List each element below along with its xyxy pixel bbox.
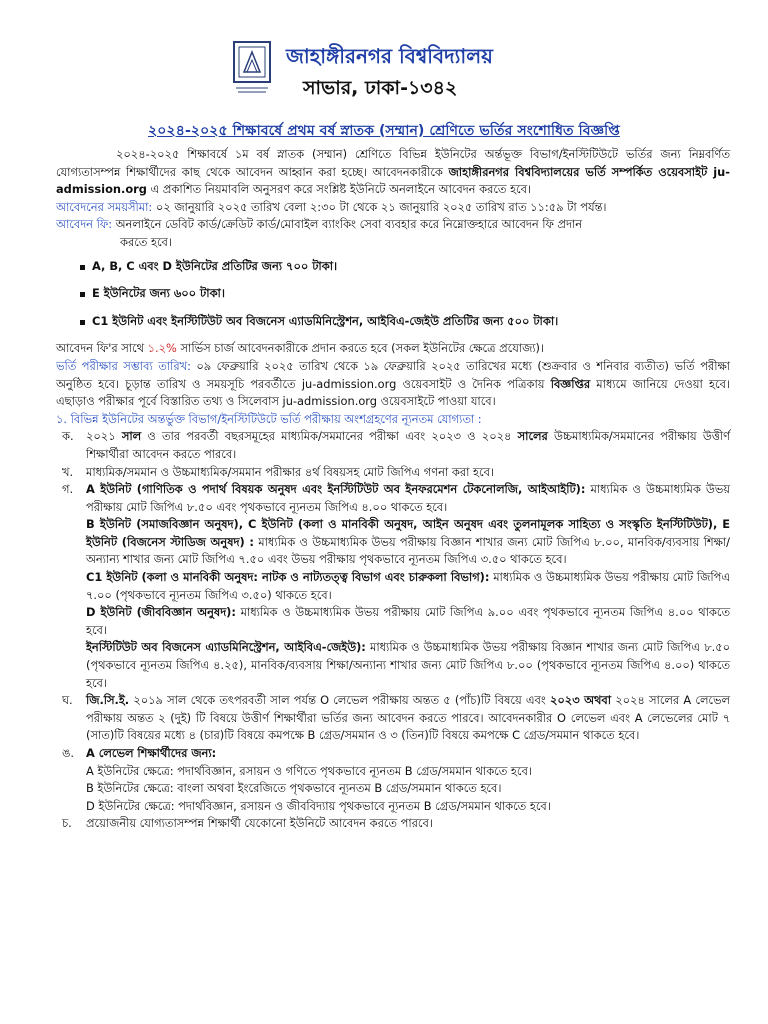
- intro-website-bold: জাহাঙ্গীরনগর বিশ্ববিদ্যালয়ের ভর্তি সম্পর্কিত ওয়েবসাইট ju-admission.org: [56, 164, 731, 197]
- eligibility-item-kha: [56, 464, 730, 482]
- ga-c1-unit: [86, 569, 730, 604]
- umo-line: A ইউনিটের ক্ষেত্রে: পদার্থবিজ্ঞান, রসায়ন ও গণিতে পৃথকভাবে ন্যূনতম B গ্রেড/সমমান থাকতে হবে।: [86, 763, 532, 778]
- ga-c1-text: মাধ্যমিক ও উচ্চমাধ্যমিক উভয় পরীক্ষায় মোট জিপিএ ৭.০০ (পৃথকভাবে ন্যূনতম জিপিএ ৩.৫০) থাকতে হবে।: [86, 570, 730, 602]
- fee-block: [56, 216, 730, 330]
- fee-item: E ইউনিটের জন্য ৬০০ টাকা।: [56, 285, 730, 303]
- deadline-value: ০২ জানুয়ারি ২০২৫ তারিখ বেলা ২:৩০ টা থেকে ২১ জানুয়ারি ২০২৫ তারিখ রাত ১১:৫৯ টা পর্যন্ত।: [152, 199, 607, 214]
- gha-text-1: ২০১৯ সাল থেকে তৎপরবর্তী সাল পর্যন্ত O লেভেল পরীক্ষায় অন্তত ৫ (পাঁচ)টি বিষয়ে এবং: [129, 693, 550, 708]
- gha-bold-2: ২০২৩ অথবা: [549, 693, 612, 708]
- umo-line: B ইউনিটের ক্ষেত্রে: বাংলা অথবা ইংরেজিতে পৃথকভাবে ন্যূনতম B গ্রেড/সমমান থাকতে হবে।: [86, 781, 502, 796]
- item-marker: ঘ.: [62, 693, 73, 708]
- letterhead: [0, 36, 768, 112]
- ka-text-1: ২০২১: [86, 429, 122, 444]
- ga-e-bold: E ইউনিট (বিজনেস স্টাডিজ অনুষদ) :: [86, 517, 730, 549]
- intro-text-2: এ প্রকাশিত নিয়মাবলি অনুসরণ করে সংশ্লিষ্ট ইউনিটে অনলাইনে আবেদন করতে হবে।: [146, 182, 532, 197]
- exam-date-label: ভর্তি পরীক্ষার সম্ভাব্য তারিখ:: [56, 358, 191, 373]
- ga-bce-units: [86, 516, 730, 569]
- ga-bce-text: মাধ্যমিক ও উচ্চমাধ্যমিক উভয় পরীক্ষায় বিজ্ঞান শাখার জন্য মোট জিপিএ ৮.০০, মানবিক/ব্যবসায় শিক্ষা/অন্যান্য শাখার জন্য মোট জিপিএ ৭.৫০ এবং উভয় পরীক্ষায় পৃথকভাবে ন্যূনতম জিপিএ ৩.৫০ থাকতে হবে।: [86, 534, 730, 567]
- ga-iba-bold: ইনস্টিটিউট অব বিজনেস এ্যাডমিনিস্ট্রেশন, আইবিএ-জেইউ):: [86, 640, 366, 655]
- item-marker: খ.: [62, 464, 74, 479]
- item-marker: চ.: [62, 816, 72, 831]
- ga-a-text: মাধ্যমিক ও উচ্চমাধ্যমিক উভয় পরীক্ষায় মোট জিপিএ ৮.৫০ এবং পৃথকভাবে ন্যূনতম জিপিএ ৪.০০ থাকতে হবে।: [86, 482, 730, 514]
- ga-b-bold: B ইউনিট (সমাজবিজ্ঞান অনুষদ),: [86, 517, 244, 532]
- service-charge-text-1: আবেদন ফি'র সাথে: [56, 341, 148, 356]
- fee-cont: করতে হবে।: [120, 234, 172, 249]
- service-charge-text-2: সার্ভিস চার্জ আবেদনকারীকে প্রদান করতে হবে (সকল ইউনিটের ক্ষেত্রে প্রযোজ্য)।: [176, 341, 545, 356]
- ga-d-bold: D ইউনিট (জীববিজ্ঞান অনুষদ):: [86, 605, 236, 620]
- deadline-label: আবেদনের সময়সীমা:: [56, 199, 153, 214]
- ga-iba-unit: [86, 639, 730, 692]
- ga-a-unit: [86, 481, 730, 516]
- ga-d-text: মাধ্যমিক ও উচ্চমাধ্যমিক উভয় পরীক্ষায় মোট জিপিএ ৯.০০ এবং পৃথকভাবে ন্যূনতম জিপিএ ৪.০০ থাকতে হবে।: [86, 605, 730, 637]
- ga-d-unit: [86, 604, 730, 639]
- item-marker: গ.: [62, 482, 74, 497]
- intro-text-1: ২০২৪-২০২৫ শিক্ষাবর্ষে ১ম বর্ষ স্নাতক (সম্মান) শ্রেণিতে বিভিন্ন ইউনিটের অর্ন্তভূক্ত বিভাগ/ইনস্টিটিউটে ভর্তির জন্য নিম্নবর্ণিত যোগ্যতাসম্পন্ন শিক্ষার্থীদের কাছ থেকে আবেদন আহ্বান করা হচ্ছে। আবেদনকারীকে: [56, 147, 730, 179]
- ka-text-2: ও তার পরবর্তী বছরসমূহের মাধ্যমিক/সমমানের পরীক্ষা এবং ২০২৩ ও ২০২৪: [141, 429, 518, 444]
- university-name: জাহাঙ্গীরনগর বিশ্ববিদ্যালয়: [286, 44, 493, 68]
- item-marker: ক.: [62, 429, 74, 444]
- ka-bold-2: সালের: [517, 429, 548, 444]
- deadline-line: [56, 199, 730, 217]
- university-seal-icon: [228, 40, 276, 96]
- eligibility-heading: ১. বিভিন্ন ইউনিটের অন্তর্ভুক্ত বিভাগ/ইনস্টিটিউটে ভর্তি পরীক্ষায় অংশগ্রহণের ন্যূনতম যোগ্যতা :: [56, 411, 482, 426]
- item-marker: ঙ.: [62, 746, 74, 760]
- ga-a-bold: A ইউনিট (গাণিতিক ও পদার্থ বিষয়ক অনুষদ এবং ইনস্টিটিউট অব ইনফরমেশন টেকনোলজি, আইআইটি):: [86, 482, 586, 497]
- eligibility-item-ga: [56, 481, 730, 692]
- service-charge-percent: ১.২%: [147, 341, 177, 356]
- ka-bold-1: সাল: [121, 429, 142, 444]
- eligibility-item-gha: [56, 692, 730, 745]
- ga-iba-text: মাধ্যমিক ও উচ্চমাধ্যমিক উভয় পরীক্ষায় বিজ্ঞান শাখার জন্য মোট জিপিএ ৮.৫০ (পৃথকভাবে ন্যূনতম জিপিএ ৪.২৫), মানবিক/ব্যবসায় শিক্ষা/অন্যান্য শাখার জন্য মোট জিপিএ ৮.০০ (পৃথকভাবে ন্যূনতম জিপিএ ৪.০০) থাকতে হবে।: [86, 640, 730, 690]
- exam-date-paragraph: [56, 358, 730, 411]
- ga-c-bold: C ইউনিট (কলা ও মানবিকী অনুষদ, আইন অনুষদ এবং তুলনামূলক সাহিত্য ও সংস্কৃতি ইনস্টিটিউট),: [248, 517, 718, 532]
- exam-date-bold: বিজ্ঞপ্তির: [550, 376, 591, 391]
- ga-c1-bold: C1 ইউনিট (কলা ও মানবিকী অনুষদ: নাটক ও নাট্যতত্ত্ব বিভাগ এবং চারুকলা বিভাগ):: [86, 570, 490, 585]
- notice-title: ২০২৪-২০২৫ শিক্ষাবর্ষে প্রথম বর্ষ স্নাতক (সম্মান) শ্রেণিতে ভর্তির সংশোধিত বিজ্ঞপ্তি: [148, 123, 620, 139]
- umo-line: D ইউনিটের ক্ষেত্রে: পদার্থবিজ্ঞান, রসায়ন ও জীববিদ্যায় পৃথকভাবে ন্যূনতম B গ্রেড/সমমান থাকতে হবে।: [86, 798, 551, 813]
- fee-value: অনলাইনে ডেবিট কার্ড/ক্রেডিট কার্ড/মোবাইল ব্যাংকিং সেবা ব্যবহার করে নিম্নোক্তহারে আবেদন ফি প্রদান: [112, 217, 583, 232]
- gha-text-2: ২০২৪ সালের A লেভেল পরীক্ষায় অন্তত ২ (দুই) টি বিষয়ে উত্তীর্ণ শিক্ষার্থীরা ভর্তির জন্য আবেদন করতে পারবে। আবেদনকারীর O লেভেল এবং A লেভেলের মোট ৭ (সাত)টি বিষয়ের মধ্যে ৪ (চার)টি বিষয়ে কমপক্ষে B গ্রেড/সমমান ও ৩ (তিন)টি বিষয়ে কমপক্ষে C গ্রেড/সমমান থাকতে হবে।: [86, 693, 730, 743]
- fee-list: [56, 258, 730, 331]
- kha-text: মাধ্যমিক/সমমান ও উচ্চমাধ্যমিক/সমমান পরীক্ষার ৪র্থ বিষয়সহ মোট জিপিএ গণনা করা হবে।: [86, 464, 495, 479]
- exam-date-text-2: মাধ্যমে জানিয়ে দেওয়া হবে। এছাড়াও পরীক্ষার পূর্বে বিস্তারিত তথ্য ও সিলেবাস ju-admission.org ওয়েবসাইটে পাওয়া যাবে।: [56, 376, 730, 409]
- intro-paragraph: [56, 146, 730, 199]
- eligibility-item-ka: [56, 428, 730, 463]
- ka-text-3: উচ্চমাধ্যমিক/সমমানের পরীক্ষায় উত্তীর্ণ শিক্ষার্থীরা আবেদন করতে পারবে।: [86, 429, 730, 461]
- gha-bold-1: জি.সি.ই.: [86, 693, 130, 708]
- university-address: সাভার, ঢাকা-১৩৪২: [303, 77, 458, 99]
- umo-heading: A লেভেল শিক্ষার্থীদের জন্য:: [86, 746, 217, 760]
- fee-item: C1 ইউনিট এবং ইনস্টিটিউট অব বিজনেস এ্যাডমিনিস্ট্রেশন, আইবিএ-জেইউ প্রতিটির জন্য ৫০০ টাকা।: [56, 313, 730, 331]
- eligibility-item-umo: [56, 745, 730, 815]
- notice-body: [56, 146, 730, 833]
- fee-line: [56, 216, 730, 234]
- exam-date-text-1: ০৯ ফেব্রুয়ারি ২০২৫ তারিখ থেকে ১৯ ফেব্রুয়ারি ২০২৫ তারিখের মধ্যে (শুক্রবার ও শনিবার ব্যতীত) ভর্তি পরীক্ষা অনুষ্ঠিত হবে। চূড়ান্ত তারিখ ও সময়সূচি পরবর্তীতে ju-admission.org ওয়েবসাইট ও দৈনিক পত্রিকায়: [56, 358, 730, 391]
- fee-item: A, B, C এবং D ইউনিটের প্রতিটির জন্য ৭০০ টাকা।: [56, 258, 730, 276]
- service-charge-line: [56, 340, 730, 358]
- fee-label: আবেদন ফি:: [56, 217, 113, 232]
- cha-text: প্রয়োজনীয় যোগ্যতাসম্পন্ন শিক্ষার্থী যেকোনো ইউনিটে আবেদন করতে পারবে।: [86, 816, 433, 831]
- eligibility-item-cha: [56, 815, 730, 833]
